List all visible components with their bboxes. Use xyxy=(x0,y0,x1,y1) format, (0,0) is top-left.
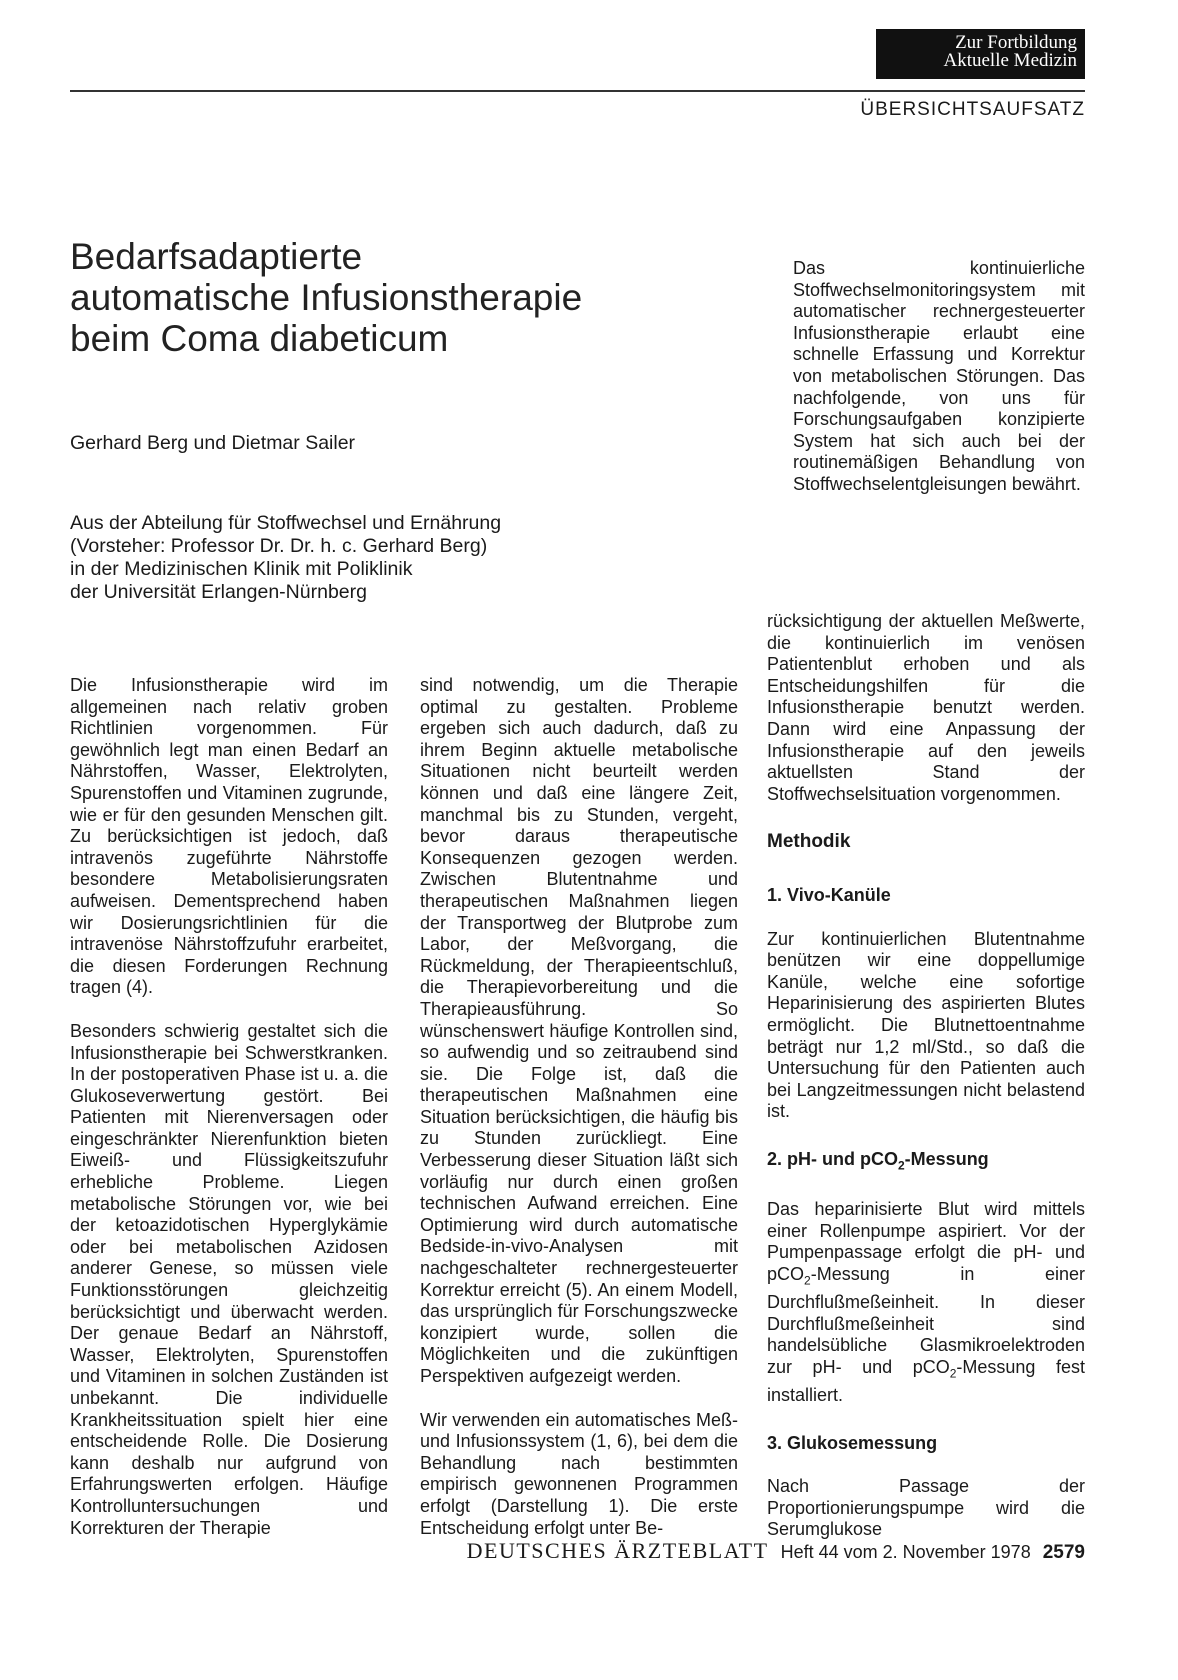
paragraph: Nach Passage der Proportionierungspumpe wird die Serumglukose xyxy=(767,1476,1085,1540)
paragraph: Die Infusionstherapie wird im allgemeinen nach relativ groben Richtlinien vorgenommen. Für gewöhnlich legt man einen Bedarf an Nährstoffen, Wasser, Elektrolyten, Spurenstoffen und Vitaminen zugrunde, wie er für den gesunden Menschen gilt. Zu berücksichtigen ist jedoch, daß intravenös zugeführte Nährstoffe besondere Metabolisierungsraten aufweisen. Dementsprechend haben wir Dosierungsrichtlinien für die intravenöse Nährstoffzufuhr erarbeitet, die diesen Forderungen Rechnung tragen (4). xyxy=(70,675,388,998)
paragraph xyxy=(767,1199,1085,1407)
subscript: 2 xyxy=(949,1366,957,1381)
page-number: 2579 xyxy=(1042,1542,1085,1563)
rubric-badge xyxy=(876,29,1085,79)
heading-methodik: Methodik xyxy=(767,831,851,853)
heading-vivo-kanuele: 1. Vivo-Kanüle xyxy=(767,884,891,905)
affiliation-line-2: (Vorsteher: Professor Dr. Dr. h. c. Gerhard Berg) xyxy=(70,535,488,557)
subscript: 2 xyxy=(804,1273,811,1288)
paragraph-text: -Messung fest installiert. xyxy=(767,1356,1086,1405)
title-line-3: beim Coma diabeticum xyxy=(70,318,449,359)
paragraph: sind notwendig, um die Therapie optimal zu gestalten. Probleme ergeben sich auch dadurch, daß zu ihrem Beginn aktuelle metabolische Situationen nicht beurteilt werden können und daß eine längere Zeit, manchmal bis zu Stunden, vergeht, bevor daraus therapeutische Konsequenzen gezogen werden. Zwischen Blutentnahme und therapeutischen Maßnahmen liegen der Transportweg der Blutprobe zum Labor, der Meßvorgang, die Rückmeldung, der Therapieentschluß, die Therapievorbereitung und die Therapieausführung. So wünschenswert häufige Kontrollen sind, so aufwendig und so zeitraubend sind sie. Die Folge ist, daß die therapeutischen Maßnahmen eine Situation berücksichtigen, die häufig bis zu Stunden zurückliegt. Eine Verbesserung dieser Situation läßt sich vorläufig nur durch einen großen technischen Aufwand erreichen. Eine Optimierung wird durch automatische Bedside-in-vivo-Analysen mit nachgeschalteter rechnergesteuerter Korrektur erreicht (5). An einem Modell, das ursprünglich für Forschungszwecke konzipiert wurde, sollen die Möglichkeiten und die zukünftigen Perspektiven aufgezeigt werden. xyxy=(420,675,738,1386)
header-rule xyxy=(70,90,1085,92)
affiliation-line-4: der Universität Erlangen-Nürnberg xyxy=(70,581,367,603)
issue-info: Heft 44 vom 2. November 1978 xyxy=(780,1542,1031,1562)
body-column-2 xyxy=(420,675,738,1561)
paragraph-text: -Messung in einer Durchflußmeßeinheit. In dieser Durchflußmeßeinheit sind handelsübliche Glasmikroelektroden zur pH- und pCO xyxy=(767,1263,1085,1377)
heading-text: -Messung xyxy=(904,1148,989,1169)
journal-name: DEUTSCHES ÄRZTEBLATT xyxy=(466,1538,769,1563)
badge-line-1: Zur Fortbildung xyxy=(955,32,1077,53)
body-column-3 xyxy=(767,611,1085,1563)
body-column-1 xyxy=(70,675,388,1561)
subscript: 2 xyxy=(897,1158,905,1173)
page-footer xyxy=(416,1538,1085,1564)
paragraph: Zur kontinuierlichen Blutentnahme benützen wir eine doppellumige Kanüle, welche eine sofortige Heparinisierung des aspirierten Blutes ermöglicht. Die Blutnettoentnahme beträgt nur 1,2 ml/Std., so daß die Untersuchung für den Patienten auch bei Langzeitmessungen nicht belastend ist. xyxy=(767,928,1085,1122)
heading-glukosemessung: 3. Glukosemessung xyxy=(767,1432,938,1453)
title-line-2: automatische Infusionstherapie xyxy=(70,277,583,318)
abstract: Das kontinuierliche Stoffwechselmonitoringsystem mit automatischer rechnergesteuerter Infusionstherapie erlaubt eine schnelle Erfassung und Korrektur von metabolischen Störungen. Das nachfolgende, von uns für Forschungsaufgaben konzipierte System hat sich auch bei der routinemäßigen Behandlung von Stoffwechselentgleisungen bewährt. xyxy=(793,258,1085,494)
affiliation xyxy=(70,512,670,604)
title-line-1: Bedarfsadaptierte xyxy=(70,236,363,277)
section-label: ÜBERSICHTSAUFSATZ xyxy=(860,99,1085,120)
heading-text: 2. pH- und pCO xyxy=(767,1148,898,1169)
heading-ph-pco2 xyxy=(767,1149,1085,1177)
article-title xyxy=(70,236,710,359)
paragraph: Wir verwenden ein automatisches Meß- und Infusionssystem (1, 6), bei dem die Behandlung nach bestimmten empirisch gewonnenen Programmen erfolgt (Darstellung 1). Die erste Entscheidung erfolgt unter Be- xyxy=(420,1409,738,1538)
badge-line-2: Aktuelle Medizin xyxy=(943,50,1077,71)
affiliation-line-3: in der Medizinischen Klinik mit Poliklinik xyxy=(70,558,413,580)
paragraph: Besonders schwierig gestaltet sich die Infusionstherapie bei Schwerstkranken. In der postoperativen Phase ist u. a. die Glukoseverwertung gestört. Bei Patienten mit Nierenversagen oder eingeschränkter Nierenfunktion bieten Eiweiß- und Flüssigkeitszufuhr erhebliche Probleme. Liegen metabolische Störungen vor, wie bei der ketoazidotischen Hyperglykämie oder bei metabolischen Azidosen anderer Genese, so müssen viele Funktionsstörungen gleichzeitig berücksichtigt und überwacht werden. Der genaue Bedarf an Nährstoff, Wasser, Elektrolyten, Spurenstoffen und Vitaminen in solchen Zuständen ist unbekannt. Die individuelle Krankheitssituation spielt hier eine entscheidende Rolle. Die Dosierung kann deshalb nur aufgrund von Erfahrungswerten erfolgen. Häufige Kontrolluntersuchungen und Korrekturen der Therapie xyxy=(70,1020,388,1538)
paragraph-text: Das heparinisierte Blut wird mittels einer Rollenpumpe aspiriert. Vor der Pumpenpassage erfolgt die pH- und pCO xyxy=(767,1199,1085,1284)
paragraph: rücksichtigung der aktuellen Meßwerte, die kontinuierlich im venösen Patientenblut erhoben und als Entscheidungshilfen für die Infusionstherapie benutzt werden. Dann wird eine Anpassung der Infusionstherapie auf den jeweils aktuellsten Stand der Stoffwechselsituation vorgenommen. xyxy=(767,611,1085,804)
authors: Gerhard Berg und Dietmar Sailer xyxy=(70,432,356,454)
affiliation-line-1: Aus der Abteilung für Stoffwechsel und Ernährung xyxy=(70,512,502,534)
